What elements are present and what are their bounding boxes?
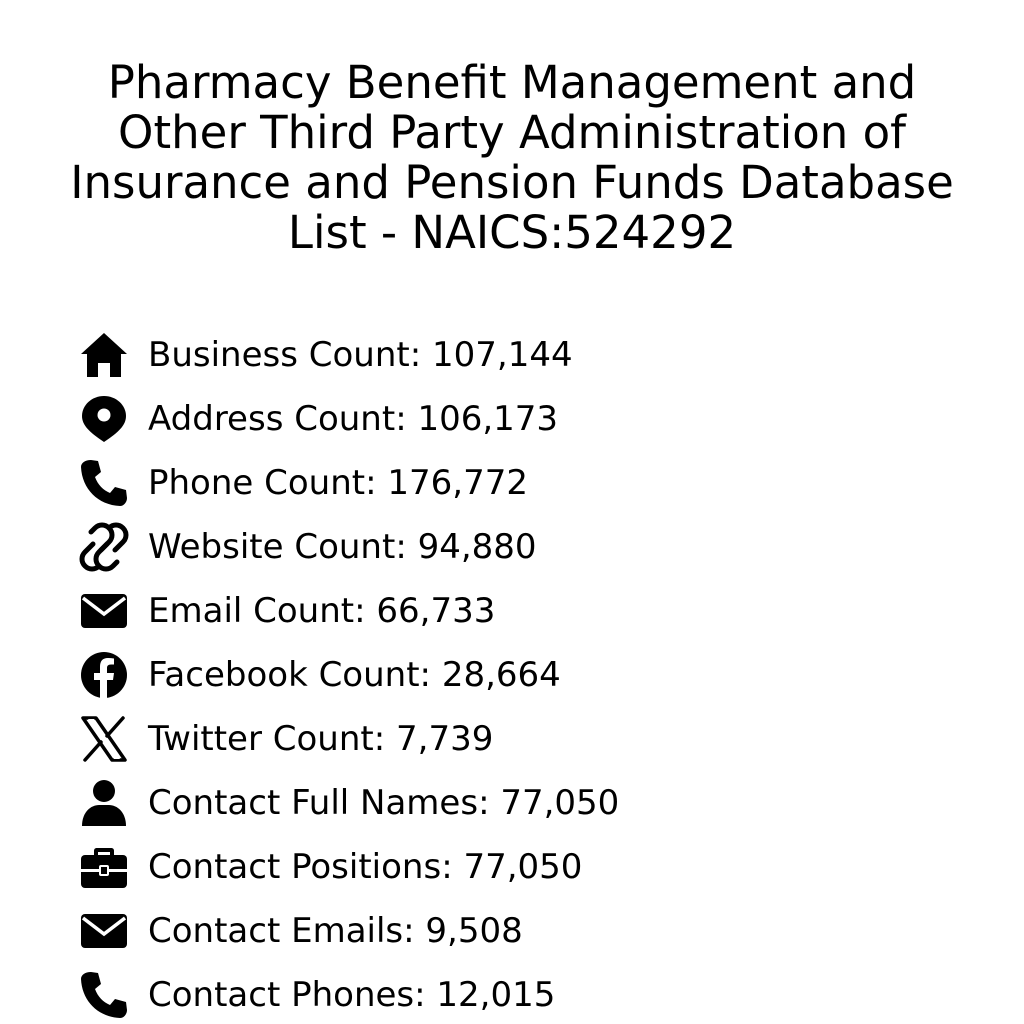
stat-name: Business Count bbox=[148, 335, 410, 375]
stat-label: Website Count: 94,880 bbox=[148, 527, 537, 567]
phone-icon bbox=[78, 969, 130, 1021]
briefcase-icon bbox=[78, 841, 130, 893]
stat-label: Phone Count: 176,772 bbox=[148, 463, 528, 503]
house-icon bbox=[78, 329, 130, 381]
stat-row bbox=[78, 323, 978, 387]
envelope-icon bbox=[78, 905, 130, 957]
stat-row bbox=[78, 579, 978, 643]
envelope-icon bbox=[78, 585, 130, 637]
stat-name: Facebook Count bbox=[148, 655, 420, 695]
location-pin-icon bbox=[78, 393, 130, 445]
stat-name: Website Count bbox=[148, 527, 396, 567]
stat-value: 94,880 bbox=[417, 527, 537, 567]
stat-value: 7,739 bbox=[396, 719, 494, 759]
stat-value: 9,508 bbox=[425, 911, 523, 951]
stat-row bbox=[78, 963, 978, 1024]
stat-value: 28,664 bbox=[441, 655, 561, 695]
stat-label: Contact Emails: 9,508 bbox=[148, 911, 523, 951]
link-icon bbox=[78, 521, 130, 573]
stat-name: Twitter Count bbox=[148, 719, 374, 759]
page-title: Pharmacy Benefit Management and Other Third Party Administration of Insurance and Pension Funds Database List - NAICS:524292 bbox=[70, 56, 954, 259]
x-twitter-icon bbox=[78, 713, 130, 765]
stat-value: 106,173 bbox=[417, 399, 559, 439]
stat-label: Twitter Count: 7,739 bbox=[148, 719, 494, 759]
stat-value: 77,050 bbox=[500, 783, 620, 823]
stat-label: Facebook Count: 28,664 bbox=[148, 655, 561, 695]
stat-name: Phone Count bbox=[148, 463, 366, 503]
stat-value: 107,144 bbox=[431, 335, 573, 375]
stat-label: Email Count: 66,733 bbox=[148, 591, 496, 631]
stat-name: Contact Phones bbox=[148, 975, 415, 1015]
stat-value: 176,772 bbox=[387, 463, 528, 503]
stat-row bbox=[78, 387, 978, 451]
stat-label: Address Count: 106,173 bbox=[148, 399, 559, 439]
stat-label: Business Count: 107,144 bbox=[148, 335, 573, 375]
stat-row bbox=[78, 515, 978, 579]
stat-value: 12,015 bbox=[436, 975, 556, 1015]
stats-list bbox=[78, 323, 978, 1024]
stat-row bbox=[78, 899, 978, 963]
stat-name: Contact Emails bbox=[148, 911, 404, 951]
stat-label: Contact Positions: 77,050 bbox=[148, 847, 583, 887]
stat-row bbox=[78, 707, 978, 771]
user-icon bbox=[78, 777, 130, 829]
stat-row bbox=[78, 643, 978, 707]
stat-name: Contact Positions bbox=[148, 847, 442, 887]
stat-row bbox=[78, 835, 978, 899]
stat-value: 66,733 bbox=[376, 591, 496, 631]
stat-name: Email Count bbox=[148, 591, 355, 631]
phone-icon bbox=[78, 457, 130, 509]
stat-name: Contact Full Names bbox=[148, 783, 479, 823]
stat-name: Address Count bbox=[148, 399, 396, 439]
stat-value: 77,050 bbox=[463, 847, 583, 887]
stat-label: Contact Full Names: 77,050 bbox=[148, 783, 620, 823]
stat-row bbox=[78, 771, 978, 835]
facebook-icon bbox=[78, 649, 130, 701]
stat-label: Contact Phones: 12,015 bbox=[148, 975, 556, 1015]
stat-row bbox=[78, 451, 978, 515]
